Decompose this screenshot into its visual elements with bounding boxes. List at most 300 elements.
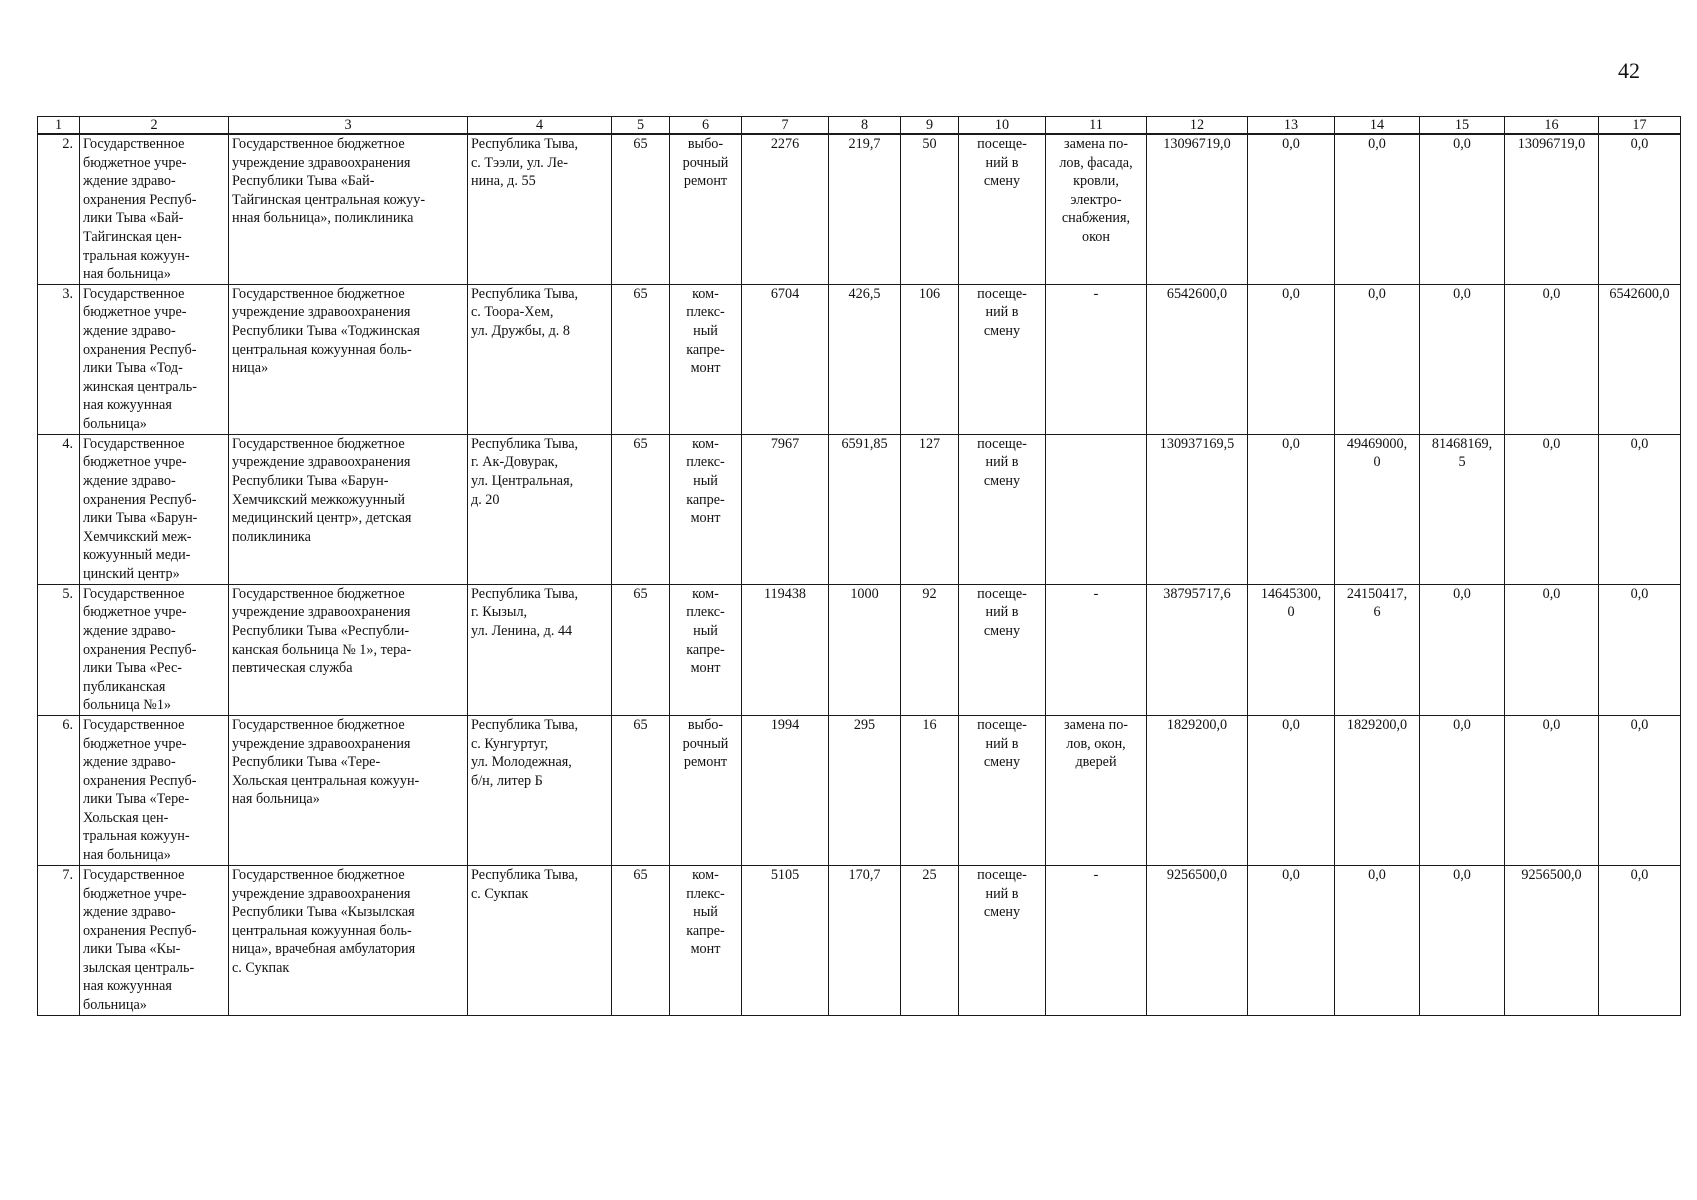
cell-col-2 [80,284,229,434]
cell-line: ная больница» [83,847,171,864]
cell-line: Государственное бюджетное [232,435,405,452]
cell-col-1: 2. [38,134,80,284]
cell-line: замена по- [1063,716,1129,733]
cell-col-2 [80,134,229,284]
cell-line: - [1093,866,1099,883]
cell-col-14 [1335,715,1420,865]
cell-line: Государственное бюджетное [232,585,405,602]
cell-col-11 [1046,865,1147,1015]
cell-line: певтическая служба [232,660,353,677]
cell-col-5: 65 [612,715,670,865]
cell-col-4 [468,434,612,584]
cell-line: ная кожуунная [83,978,172,995]
cell-col-8: 1000 [829,584,901,715]
cell-col-7: 5105 [742,865,829,1015]
cell-col-8: 219,7 [829,134,901,284]
cell-line: Государственное [83,136,185,152]
column-header-6: 6 [670,117,742,135]
cell-col-8: 6591,85 [829,434,901,584]
cell-line: лики Тыва «Тод- [83,360,183,377]
cell-col-17: 0,0 [1599,134,1681,284]
cell-line: смену [983,472,1021,489]
cell-line: - [1093,585,1099,602]
cell-col-5: 65 [612,434,670,584]
cell-line: ул. Центральная, [471,472,574,489]
cell-line: ный [693,904,718,921]
cell-line: капре- [686,491,725,508]
cell-line: ремонт [683,173,728,190]
cell-line: медицинский центр», детская [232,510,412,527]
cell-line: публиканская [83,678,166,695]
cell-line: ний в [985,604,1019,621]
cell-line: тральная кожуун- [83,247,190,264]
cell-col-9: 50 [901,134,959,284]
cell-col-1: 3. [38,284,80,434]
column-header-13: 13 [1248,117,1335,135]
cell-line: бюджетное учре- [83,304,187,321]
cell-col-16: 9256500,0 [1505,865,1599,1015]
cell-line: ком- [692,435,719,452]
cell-line: ная больница» [83,266,171,283]
cell-line: ный [693,322,718,339]
header-row [38,117,1681,135]
cell-col-17: 6542600,0 [1599,284,1681,434]
cell-line: Государственное бюджетное [232,285,405,302]
cell-line: посеще- [977,435,1027,452]
cell-col-4 [468,134,612,284]
cell-col-8: 426,5 [829,284,901,434]
cell-line: окон [1082,228,1110,245]
cell-line: Тайгинская центральная кожуу- [232,191,426,208]
cell-col-3 [229,284,468,434]
cell-line: Хольская цен- [83,809,169,826]
cell-line: Республики Тыва «Барун- [232,472,389,489]
cell-line: г. Кызыл, [471,604,528,621]
cell-line: ждение здраво- [83,322,176,339]
cell-col-5: 65 [612,865,670,1015]
cell-col-10 [959,865,1046,1015]
cell-line: смену [983,904,1021,921]
column-header-8: 8 [829,117,901,135]
column-header-1: 1 [38,117,80,135]
cell-line: охранения Респуб- [83,491,197,508]
cell-line: 6 [1373,604,1381,621]
cell-line: ний в [985,304,1019,321]
cell-col-16: 0,0 [1505,434,1599,584]
cell-line: нная больница», поликлиника [232,210,414,227]
column-header-7: 7 [742,117,829,135]
cell-line: ница» [232,360,269,377]
column-header-17: 17 [1599,117,1681,135]
cell-col-5: 65 [612,134,670,284]
cell-line: Хольская центральная кожуун- [232,772,420,789]
cell-line: бюджетное учре- [83,604,187,621]
cell-col-12: 6542600,0 [1147,284,1248,434]
cell-col-3 [229,434,468,584]
cell-line: посеще- [977,585,1027,602]
cell-col-14 [1335,284,1420,434]
column-header-10: 10 [959,117,1046,135]
cell-col-2 [80,715,229,865]
table-row [38,715,1681,865]
cell-line: 0,0 [1453,136,1471,152]
cell-line: капре- [686,341,725,358]
cell-line: д. 20 [471,491,500,508]
cell-col-4 [468,715,612,865]
cell-line: посеще- [977,285,1027,302]
cell-col-2 [80,865,229,1015]
cell-col-14 [1335,865,1420,1015]
cell-col-12: 1829200,0 [1147,715,1248,865]
cell-line: больница» [83,997,147,1014]
cell-line: электро- [1070,191,1122,208]
cell-col-2 [80,584,229,715]
cell-line: 49469000, [1346,435,1408,452]
cell-line: смену [983,754,1021,771]
cell-col-17: 0,0 [1599,584,1681,715]
cell-line: тральная кожуун- [83,828,190,845]
cell-col-11 [1046,584,1147,715]
cell-line: Республики Тыва «Республи- [232,622,410,639]
cell-col-3 [229,134,468,284]
cell-line: монт [690,510,721,527]
cell-line: смену [983,322,1021,339]
cell-col-11 [1046,434,1147,584]
cell-line: монт [690,941,721,958]
cell-col-6 [670,715,742,865]
cell-line: охранения Респуб- [83,641,197,658]
cell-col-13 [1248,584,1335,715]
cell-line: 0,0 [1282,716,1300,733]
cell-line: ждение здраво- [83,622,176,639]
cell-line: замена по- [1063,136,1129,152]
cell-col-3 [229,865,468,1015]
cell-col-8: 295 [829,715,901,865]
cell-line: Государственное [83,866,185,883]
cell-col-11 [1046,134,1147,284]
cell-line: 0,0 [1282,435,1300,452]
cell-col-1: 7. [38,865,80,1015]
cell-line: бюджетное учре- [83,885,187,902]
table-container [37,116,1680,1016]
cell-line: Республика Тыва, [471,585,579,602]
cell-line: капре- [686,641,725,658]
cell-col-10 [959,434,1046,584]
cell-line: ждение здраво- [83,754,176,771]
cell-col-1: 5. [38,584,80,715]
cell-line: ул. Ленина, д. 44 [471,622,573,639]
column-header-5: 5 [612,117,670,135]
cell-line: рочный [682,735,729,752]
cell-line: ждение здраво- [83,904,176,921]
cell-line: 0,0 [1282,866,1300,883]
cell-line: Государственное [83,285,185,302]
cell-line: ком- [692,285,719,302]
cell-line: цинский центр» [83,565,180,582]
cell-col-9: 106 [901,284,959,434]
cell-line: плекс- [686,304,725,321]
cell-col-15 [1420,284,1505,434]
cell-line: канская больница № 1», тера- [232,641,412,658]
cell-line: ний в [985,885,1019,902]
cell-col-13 [1248,865,1335,1015]
cell-line: выбо- [687,136,724,152]
cell-line: лики Тыва «Тере- [83,791,190,808]
cell-col-2 [80,434,229,584]
cell-col-1: 6. [38,715,80,865]
cell-col-7: 1994 [742,715,829,865]
cell-line: 0,0 [1453,285,1471,302]
cell-col-3 [229,584,468,715]
column-header-16: 16 [1505,117,1599,135]
cell-line: кровли, [1073,173,1119,190]
cell-col-13 [1248,134,1335,284]
cell-line: Республика Тыва, [471,866,579,883]
cell-line: посеще- [977,716,1027,733]
cell-line: охранения Респуб- [83,191,197,208]
cell-line: с. Кунгуртуг, [471,735,549,752]
cell-line: ждение здраво- [83,173,176,190]
cell-line: плекс- [686,604,725,621]
cell-line: бюджетное учре- [83,454,187,471]
cell-col-10 [959,584,1046,715]
cell-line: Республики Тыва «Тере- [232,754,381,771]
cell-line: центральная кожуунная боль- [232,922,412,939]
cell-col-12: 130937169,5 [1147,434,1248,584]
column-header-15: 15 [1420,117,1505,135]
cell-col-16: 13096719,0 [1505,134,1599,284]
cell-line: 0,0 [1368,866,1386,883]
cell-line: ул. Молодежная, [471,754,572,771]
cell-col-3 [229,715,468,865]
cell-line: Хемчикский межкожуунный [232,491,405,508]
cell-line: - [1093,285,1099,302]
cell-line: с. Сукпак [232,959,290,976]
cell-line: охранения Респуб- [83,341,197,358]
cell-col-5: 65 [612,284,670,434]
cell-line: ница», врачебная амбулатория [232,941,416,958]
cell-line: Республика Тыва, [471,716,579,733]
page-number: 42 [1618,58,1640,83]
column-header-14: 14 [1335,117,1420,135]
cell-line: ний в [985,454,1019,471]
cell-line: Государственное бюджетное [232,716,405,733]
cell-line: б/н, литер Б [471,772,543,789]
cell-line: снабжения, [1061,210,1131,227]
cell-col-9: 16 [901,715,959,865]
cell-col-17: 0,0 [1599,865,1681,1015]
cell-col-15 [1420,865,1505,1015]
cell-line: зылская централь- [83,959,195,976]
cell-line: больница №1» [83,697,172,714]
cell-line: плекс- [686,885,725,902]
column-header-11: 11 [1046,117,1147,135]
cell-line: рочный [682,154,729,171]
column-header-12: 12 [1147,117,1248,135]
cell-line: Государственное [83,435,185,452]
cell-line: Республики Тыва «Бай- [232,173,375,190]
cell-col-11 [1046,284,1147,434]
cell-line: Республика Тыва, [471,285,579,302]
cell-col-16: 0,0 [1505,715,1599,865]
cell-line: 0,0 [1368,285,1386,302]
cell-line: учреждение здравоохранения [232,454,411,471]
cell-col-12: 38795717,6 [1147,584,1248,715]
cell-line: смену [983,622,1021,639]
cell-line: 0,0 [1368,136,1386,152]
cell-line: центральная кожуунная боль- [232,341,412,358]
cell-line: охранения Респуб- [83,922,197,939]
cell-line: с. Сукпак [471,885,529,902]
cell-col-16: 0,0 [1505,584,1599,715]
cell-col-14 [1335,434,1420,584]
cell-line: с. Тоора-Хем, [471,304,554,321]
cell-line: учреждение здравоохранения [232,304,411,321]
cell-col-7: 2276 [742,134,829,284]
cell-col-6 [670,284,742,434]
cell-line: ремонт [683,754,728,771]
cell-line: дверей [1075,754,1117,771]
cell-line: бюджетное учре- [83,154,187,171]
cell-line: плекс- [686,454,725,471]
cell-line: ком- [692,585,719,602]
cell-col-17: 0,0 [1599,434,1681,584]
cell-col-7: 119438 [742,584,829,715]
cell-line: монт [690,660,721,677]
table-row [38,284,1681,434]
cell-line: ная больница» [232,791,320,808]
cell-line: Хемчикский меж- [83,528,192,545]
cell-col-15 [1420,715,1505,865]
cell-line: охранения Респуб- [83,772,197,789]
cell-line: 0 [1287,604,1295,621]
cell-line: г. Ак-Довурак, [471,454,559,471]
cell-line: ний в [985,154,1019,171]
table-body [38,134,1681,1015]
cell-col-7: 6704 [742,284,829,434]
cell-line: 0,0 [1453,585,1471,602]
cell-line: ком- [692,866,719,883]
column-header-4: 4 [468,117,612,135]
cell-line: Государственное бюджетное [232,136,405,152]
cell-line: Республики Тыва «Кызылская [232,904,415,921]
cell-line: учреждение здравоохранения [232,604,411,621]
cell-line: 0,0 [1453,716,1471,733]
cell-col-6 [670,134,742,284]
cell-col-10 [959,284,1046,434]
cell-col-8: 170,7 [829,865,901,1015]
cell-col-9: 25 [901,865,959,1015]
cell-col-10 [959,134,1046,284]
cell-line: лики Тыва «Бай- [83,210,184,227]
cell-line: Государственное бюджетное [232,866,405,883]
cell-line: учреждение здравоохранения [232,885,411,902]
cell-col-4 [468,865,612,1015]
cell-line: капре- [686,922,725,939]
cell-line: лики Тыва «Барун- [83,510,198,527]
cell-line: 0,0 [1282,136,1300,152]
cell-col-9: 92 [901,584,959,715]
column-header-2: 2 [80,117,229,135]
cell-line: с. Тээли, ул. Ле- [471,154,568,171]
cell-line: 0,0 [1453,866,1471,883]
cell-col-15 [1420,434,1505,584]
cell-col-7: 7967 [742,434,829,584]
cell-line: лов, окон, [1066,735,1126,752]
cell-line: 0,0 [1282,285,1300,302]
cell-line: 5 [1458,454,1466,471]
cell-line: лов, фасада, [1059,154,1133,171]
cell-line: кожуунный меди- [83,547,191,564]
cell-line: ний в [985,735,1019,752]
cell-line: 24150417, [1346,585,1408,602]
cell-col-13 [1248,434,1335,584]
cell-line: 81468169, [1431,435,1493,452]
cell-line: посеще- [977,136,1027,152]
table-row [38,434,1681,584]
cell-col-1: 4. [38,434,80,584]
cell-col-14 [1335,134,1420,284]
cell-col-4 [468,284,612,434]
table-row [38,584,1681,715]
cell-line: Государственное [83,716,185,733]
cell-col-17: 0,0 [1599,715,1681,865]
cell-line: жинская централь- [83,378,197,395]
cell-col-13 [1248,715,1335,865]
cell-col-12: 9256500,0 [1147,865,1248,1015]
cell-col-11 [1046,715,1147,865]
cell-line: поликлиника [232,528,311,545]
cell-line: 14645300, [1260,585,1322,602]
column-header-3: 3 [229,117,468,135]
cell-line: Республика Тыва, [471,435,579,452]
cell-col-13 [1248,284,1335,434]
cell-line: бюджетное учре- [83,735,187,752]
cell-col-10 [959,715,1046,865]
cell-col-12: 13096719,0 [1147,134,1248,284]
cell-col-4 [468,584,612,715]
cell-col-14 [1335,584,1420,715]
cell-col-15 [1420,134,1505,284]
cell-line: 1829200,0 [1346,716,1408,733]
cell-line: ул. Дружбы, д. 8 [471,322,570,339]
cell-line: ная кожуунная [83,397,172,414]
cell-line: лики Тыва «Рес- [83,660,183,677]
cell-line: Государственное [83,585,185,602]
cell-col-9: 127 [901,434,959,584]
cell-line: учреждение здравоохранения [232,154,411,171]
column-header-9: 9 [901,117,959,135]
table-row [38,865,1681,1015]
cell-line: смену [983,173,1021,190]
cell-line: учреждение здравоохранения [232,735,411,752]
cell-line: ный [693,622,718,639]
cell-line: посеще- [977,866,1027,883]
data-table [37,116,1681,1016]
cell-line: монт [690,360,721,377]
cell-line: 0 [1373,454,1381,471]
cell-line: больница» [83,415,147,432]
cell-col-5: 65 [612,584,670,715]
cell-line: ный [693,472,718,489]
cell-col-16: 0,0 [1505,284,1599,434]
cell-line: Республика Тыва, [471,136,579,152]
cell-line: нина, д. 55 [471,173,536,190]
cell-line: ждение здраво- [83,472,176,489]
cell-col-6 [670,584,742,715]
cell-col-6 [670,434,742,584]
cell-col-6 [670,865,742,1015]
